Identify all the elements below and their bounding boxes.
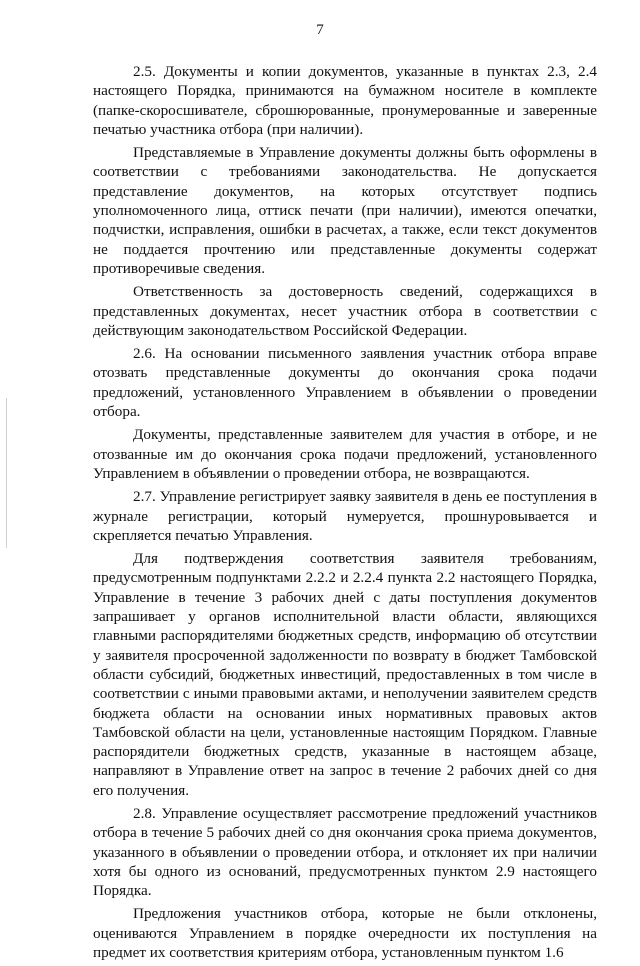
paragraph-2-5: 2.5. Документы и копии документов, указанные в пунктах 2.3, 2.4 настоящего Порядка, принимаются на бумажном носителе в комплекте (папке-скоросшивателе, сброшюрованные, пронумерованные и заверенные печатью участника отбора (при наличии). (93, 63, 597, 138)
paragraph-responsibility: Ответственность за достоверность сведений, содержащихся в представленных документах, несет участник отбора в соответствии с действующим законодательством Российской Федерации. (93, 283, 597, 339)
paragraph-evaluation: Предложения участников отбора, которые не были отклонены, оцениваются Управлением в порядке очередности их поступления на предмет их соответствия критериям отбора, установленным пунктом 1.6 (93, 905, 597, 962)
paragraph-document-requirements: Представляемые в Управление документы должны быть оформлены в соответствии с требованиями законодательства. Не допускается представление документов, на которых отсутствует подпись уполномоченного лица, оттиск печати (при наличии), имеются опечатки, подчистки, исправления, ошибки в расчетах, а также, если текст документов не поддается прочтению или представленные документы содержат противоречивые сведения. (93, 144, 597, 277)
document-body (93, 62, 597, 966)
paragraph-2-6: 2.6. На основании письменного заявления участник отбора вправе отозвать представленные документы до окончания срока подачи предложений, установленного Управлением в объявлении о проведении отбора. (93, 345, 597, 421)
margin-scan-line (6, 398, 7, 548)
paragraph-2-8: 2.8. Управление осуществляет рассмотрение предложений участников отбора в течение 5 рабочих дней со дня окончания срока приема документов, указанного в объявлении о проведении отбора, и отклоняет их при наличии хотя бы одного из оснований, предусмотренных пунктом 2.9 настоящего Порядка. (93, 804, 597, 900)
paragraph-documents-not-returned: Документы, представленные заявителем для участия в отборе, и не отозванные им до окончания срока подачи предложений, установленного Управлением в объявлении о проведении отбора, не возвращаются. (93, 426, 597, 482)
paragraph-2-7: 2.7. Управление регистрирует заявку заявителя в день ее поступления в журнале регистрации, который нумеруется, прошнуровывается и скрепляется печатью Управления. (93, 488, 597, 544)
paragraph-verification: Для подтверждения соответствия заявителя требованиям, предусмотренным подпунктами 2.2.2 и 2.2.4 пункта 2.2 настоящего Порядка, Управление в течение 3 рабочих дней с даты поступления документов запрашивает у органов исполнительной власти области, являющихся главными распорядителями бюджетных средств, информацию об отсутствии у заявителя просроченной задолженности по возврату в бюджет Тамбовской области субсидий, бюджетных инвестиций, предоставленных в том числе в соответствии с иными правовыми актами, и неполучении заявителем средств бюджета области на основании иных нормативных правовых актов Тамбовской области на цели, установленные настоящим Порядком. Главные распорядители бюджетных средств, указанные в настоящем абзаце, направляют в Управление ответ на запрос в течение 2 рабочих дней со дня его получения. (93, 550, 597, 799)
page-number: 7 (316, 22, 324, 38)
